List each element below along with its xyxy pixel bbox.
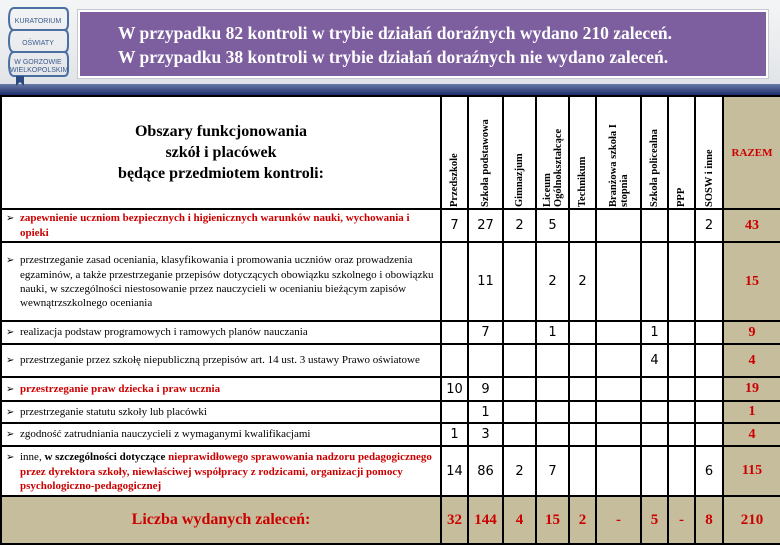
value-cell [668, 242, 695, 321]
col-header: Szkoła podstawowa [468, 96, 503, 209]
row-label [1, 321, 441, 344]
value-cell [641, 242, 668, 321]
logo-line: W GORZOWIE [14, 59, 62, 66]
value-cell: 1 [468, 401, 503, 423]
value-cell [536, 423, 569, 446]
col-header: Przedszkole [441, 96, 468, 209]
table-row [1, 242, 780, 321]
value-cell [695, 344, 723, 377]
row-label-text: nieprawidłowego sprawowania nadzoru pedagogicznego przez dyrektora szkoły, niewłaściwej współpracy z rodzicami, organizacji pomocy psychologiczno-pedagogicznej [20, 450, 432, 492]
value-cell: 2 [695, 209, 723, 242]
value-cell: 86 [468, 446, 503, 496]
row-label-text: w szczególności dotyczące [44, 450, 169, 463]
value-cell: 4 [641, 344, 668, 377]
row-label-text: przestrzeganie zasad oceniania, klasyfikowania i promowania uczniów oraz prowadzenia egzaminów, a także przestrzeganie przepisów dotyczących obowiązku szkolnego i obowiązku nauki, w szczególności niestosowanie przez nauczycieli w ocenianiu bieżącym zapisów wewnątrzszkolnego oceniania [20, 254, 434, 309]
value-cell: 10 [441, 377, 468, 401]
logo-line: OŚWIATY [22, 40, 54, 47]
value-cell: 3 [468, 423, 503, 446]
value-cell [569, 321, 596, 344]
row-label [1, 209, 441, 242]
value-cell [596, 321, 641, 344]
col-header: Branżowa szkoła I stopnia [596, 96, 641, 209]
value-cell [468, 344, 503, 377]
value-cell [503, 401, 536, 423]
value-cell: 1 [441, 423, 468, 446]
summary-value: 32 [441, 496, 468, 544]
banner-line-2: W przypadku 38 kontroli w trybie działań doraźnych nie wydano zaleceń. [118, 47, 669, 67]
value-cell [641, 209, 668, 242]
summary-value: 8 [695, 496, 723, 544]
value-cell [596, 446, 641, 496]
arrow-bullet-icon: ➢ [6, 383, 15, 395]
value-cell: 2 [503, 209, 536, 242]
area-header-line: szkół i placówek [165, 144, 277, 161]
value-cell [596, 423, 641, 446]
summary-value: - [668, 496, 695, 544]
summary-value: - [596, 496, 641, 544]
summary-value: 2 [569, 496, 596, 544]
recommendations-table [0, 95, 780, 545]
arrow-bullet-icon: ➢ [6, 213, 15, 224]
value-cell [569, 377, 596, 401]
value-cell [441, 401, 468, 423]
value-cell [596, 377, 641, 401]
row-total: 1 [723, 401, 780, 423]
value-cell [569, 423, 596, 446]
area-header [1, 96, 441, 209]
value-cell [503, 321, 536, 344]
area-header-line: będące przedmiotem kontroli: [118, 165, 324, 182]
arrow-bullet-icon: ➢ [6, 451, 15, 463]
row-label-text: inne, [20, 450, 45, 463]
value-cell: 2 [569, 242, 596, 321]
summary-value: 15 [536, 496, 569, 544]
value-cell [641, 401, 668, 423]
arrow-bullet-icon: ➢ [6, 255, 15, 266]
value-cell [569, 446, 596, 496]
table-row [1, 321, 780, 344]
arrow-bullet-icon: ➢ [6, 327, 15, 338]
value-cell [503, 377, 536, 401]
banner-line-1: W przypadku 82 kontroli w trybie działań doraźnych wydano 210 zaleceń. [118, 23, 673, 43]
value-cell: 6 [695, 446, 723, 496]
table-row [1, 209, 780, 242]
value-cell [569, 344, 596, 377]
value-cell [668, 423, 695, 446]
value-cell [569, 401, 596, 423]
value-cell [668, 209, 695, 242]
value-cell [503, 242, 536, 321]
summary-banner [78, 10, 768, 78]
summary-label: Liczba wydanych zaleceń: [1, 496, 441, 544]
row-label-text: przestrzeganie praw dziecka i praw ucznia [20, 382, 221, 395]
row-label [1, 377, 441, 401]
row-total: 19 [723, 377, 780, 401]
logo-line: WIELKOPOLSKIM [10, 67, 69, 74]
logo-line: KURATORIUM [14, 18, 62, 25]
value-cell [536, 401, 569, 423]
value-cell [695, 321, 723, 344]
value-cell [668, 401, 695, 423]
value-cell: 7 [468, 321, 503, 344]
col-header: Technikum [569, 96, 596, 209]
value-cell [641, 446, 668, 496]
summary-row [1, 496, 780, 544]
row-label-text: przestrzeganie przez szkołę niepubliczną przepisów art. 14 ust. 3 ustawy Prawo oświatowe [20, 354, 420, 366]
value-cell [695, 377, 723, 401]
value-cell: 1 [641, 321, 668, 344]
grand-total: 210 [723, 496, 780, 544]
value-cell [668, 321, 695, 344]
summary-value: 5 [641, 496, 668, 544]
value-cell: 5 [536, 209, 569, 242]
row-label [1, 401, 441, 423]
table-row [1, 401, 780, 423]
header-row [1, 96, 780, 209]
row-total: 4 [723, 423, 780, 446]
value-cell [695, 401, 723, 423]
col-header: SOSW i inne [695, 96, 723, 209]
row-label [1, 423, 441, 446]
value-cell [441, 344, 468, 377]
value-cell [695, 242, 723, 321]
value-cell: 7 [441, 209, 468, 242]
value-cell: 11 [468, 242, 503, 321]
value-cell [441, 321, 468, 344]
col-header: Gimnazjum [503, 96, 536, 209]
arrow-bullet-icon: ➢ [6, 429, 15, 440]
header-stripe [0, 84, 780, 95]
row-total: 15 [723, 242, 780, 321]
value-cell [503, 423, 536, 446]
arrow-bullet-icon: ➢ [6, 355, 15, 366]
value-cell [569, 209, 596, 242]
row-label-text: realizacja podstaw programowych i ramowych planów nauczania [20, 326, 308, 338]
col-header: PPP [668, 96, 695, 209]
row-total: 9 [723, 321, 780, 344]
value-cell [596, 242, 641, 321]
kuratorium-logo [6, 4, 72, 86]
value-cell [596, 209, 641, 242]
value-cell [668, 344, 695, 377]
row-total: 115 [723, 446, 780, 496]
table-row [1, 377, 780, 401]
value-cell [641, 423, 668, 446]
row-label-text: przestrzeganie statutu szkoły lub placówki [20, 405, 207, 418]
value-cell: 7 [536, 446, 569, 496]
value-cell: 2 [503, 446, 536, 496]
value-cell: 1 [536, 321, 569, 344]
summary-value: 4 [503, 496, 536, 544]
value-cell [503, 344, 536, 377]
row-label [1, 242, 441, 321]
value-cell: 14 [441, 446, 468, 496]
value-cell [536, 344, 569, 377]
value-cell [441, 242, 468, 321]
col-header: Liceum Ogólnokształcące [536, 96, 569, 209]
area-header-line: Obszary funkcjonowania [134, 123, 308, 140]
total-header: RAZEM [723, 96, 780, 209]
row-total: 4 [723, 344, 780, 377]
value-cell [596, 344, 641, 377]
summary-value: 144 [468, 496, 503, 544]
table-row [1, 446, 780, 496]
value-cell [668, 377, 695, 401]
row-total: 43 [723, 209, 780, 242]
value-cell [641, 377, 668, 401]
value-cell [596, 401, 641, 423]
value-cell: 2 [536, 242, 569, 321]
value-cell [695, 423, 723, 446]
row-label-text: zapewnienie uczniom bezpiecznych i higienicznych warunków nauki, wychowania i opieki [20, 212, 410, 239]
arrow-bullet-icon: ➢ [6, 406, 15, 418]
value-cell: 9 [468, 377, 503, 401]
value-cell [536, 377, 569, 401]
value-cell [668, 446, 695, 496]
row-label-text: zgodność zatrudniania nauczycieli z wymaganymi kwalifikacjami [20, 428, 311, 440]
row-label [1, 446, 441, 496]
col-header: Szkoła policealna [641, 96, 668, 209]
table-row [1, 423, 780, 446]
value-cell: 27 [468, 209, 503, 242]
table-row [1, 344, 780, 377]
row-label [1, 344, 441, 377]
